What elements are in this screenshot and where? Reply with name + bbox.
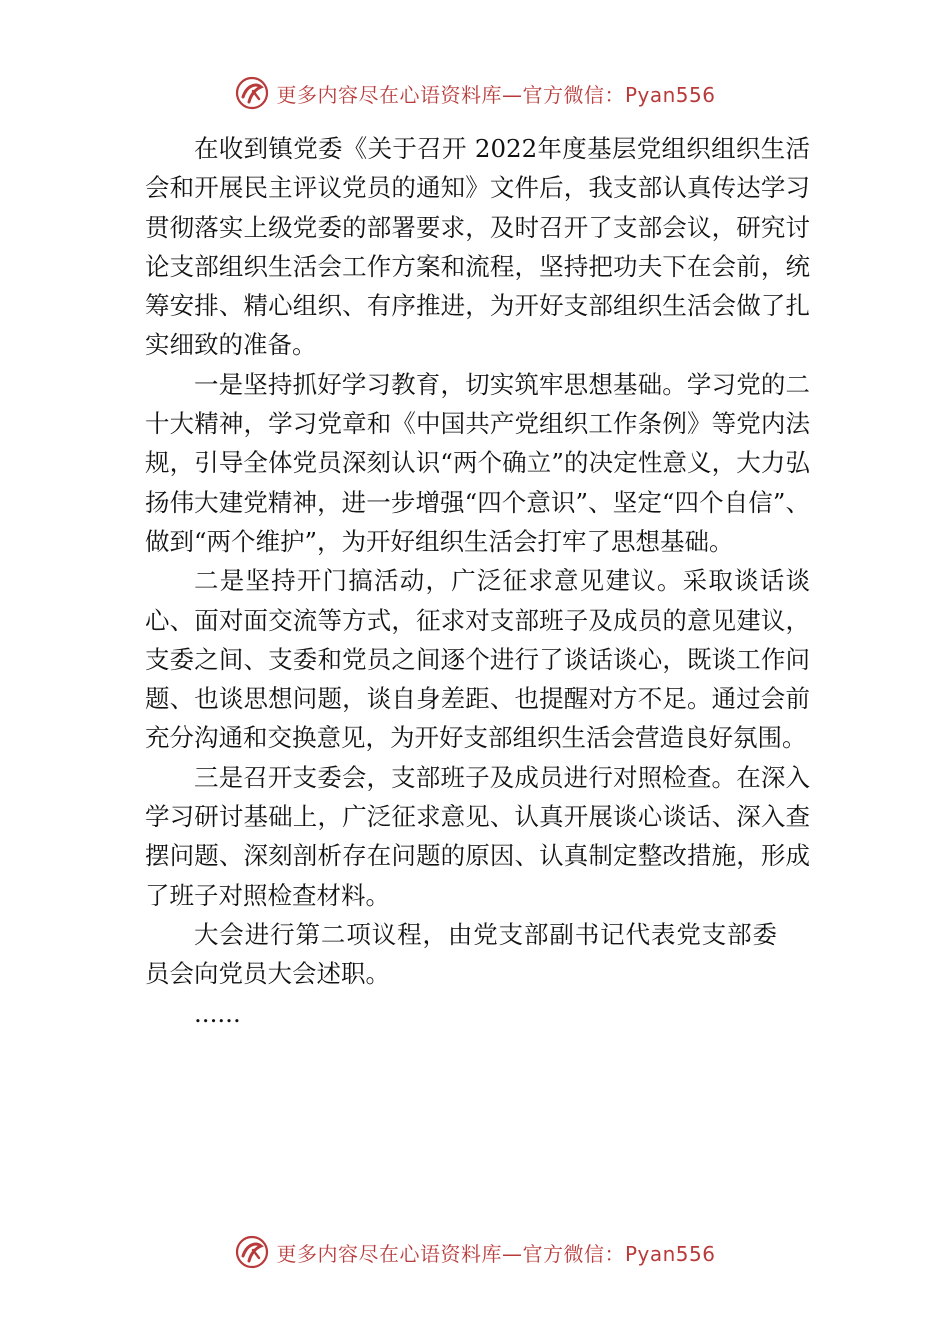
paragraph-open-door: 二是坚持开门搞活动，广泛征求意见建议。采取谈话谈心、面对面交流等方式，征求对支部班子及成员的意见建议，支委之间、支委和党员之间逐个进行了谈话谈心，既谈工作问题、也谈思想问题，谈自身差距、也提醒对方不足。通过会前充分沟通和交换意见，为开好支部组织生活会营造良好氛围。 [145,566,810,753]
paragraph-study: 一是坚持抓好学习教育，切实筑牢思想基础。学习党的二十大精神，学习党章和《中国共产党组织工作条例》等党内法规，引导全体党员深刻认识“两个确立”的决定性意义，大力弘扬伟大建党精神，进一步增强“四个意识”、坚定“四个自信”、做到“两个维护”，为开好组织生活会打牢了思想基础。 [145,369,810,556]
footer-banner [0,1230,950,1274]
paragraph-ellipsis: ...... [194,998,241,1028]
paragraph-agenda: 大会进行第二项议程，由党支部副书记代表党支部委员会向党员大会述职。 [145,919,777,989]
calligraphy-seal-icon [234,1234,270,1270]
calligraphy-seal-icon [234,75,270,111]
document-body [145,129,810,1033]
paragraph-committee: 三是召开支委会，支部班子及成员进行对照检查。在深入学习研讨基础上，广泛征求意见、认真开展谈心谈话、深入查摆问题、深刻剖析存在问题的原因、认真制定整改措施，形成了班子对照检查材料。 [145,762,810,910]
banner-text: 更多内容尽在心语资料库—官方微信：Pyan556 [276,1241,716,1266]
paragraph-intro: 在收到镇党委《关于召开 2022年度基层党组织组织生活会和开展民主评议党员的通知》文件后，我支部认真传达学习贯彻落实上级党委的部署要求，及时召开了支部会议，研究讨论支部组织生活会工作方案和流程，坚持把功夫下在会前，统筹安排、精心组织、有序推进，为开好支部组织生活会做了扎实细致的准备。 [145,134,810,360]
header-banner [0,71,950,115]
banner-text: 更多内容尽在心语资料库—官方微信：Pyan556 [276,82,716,107]
